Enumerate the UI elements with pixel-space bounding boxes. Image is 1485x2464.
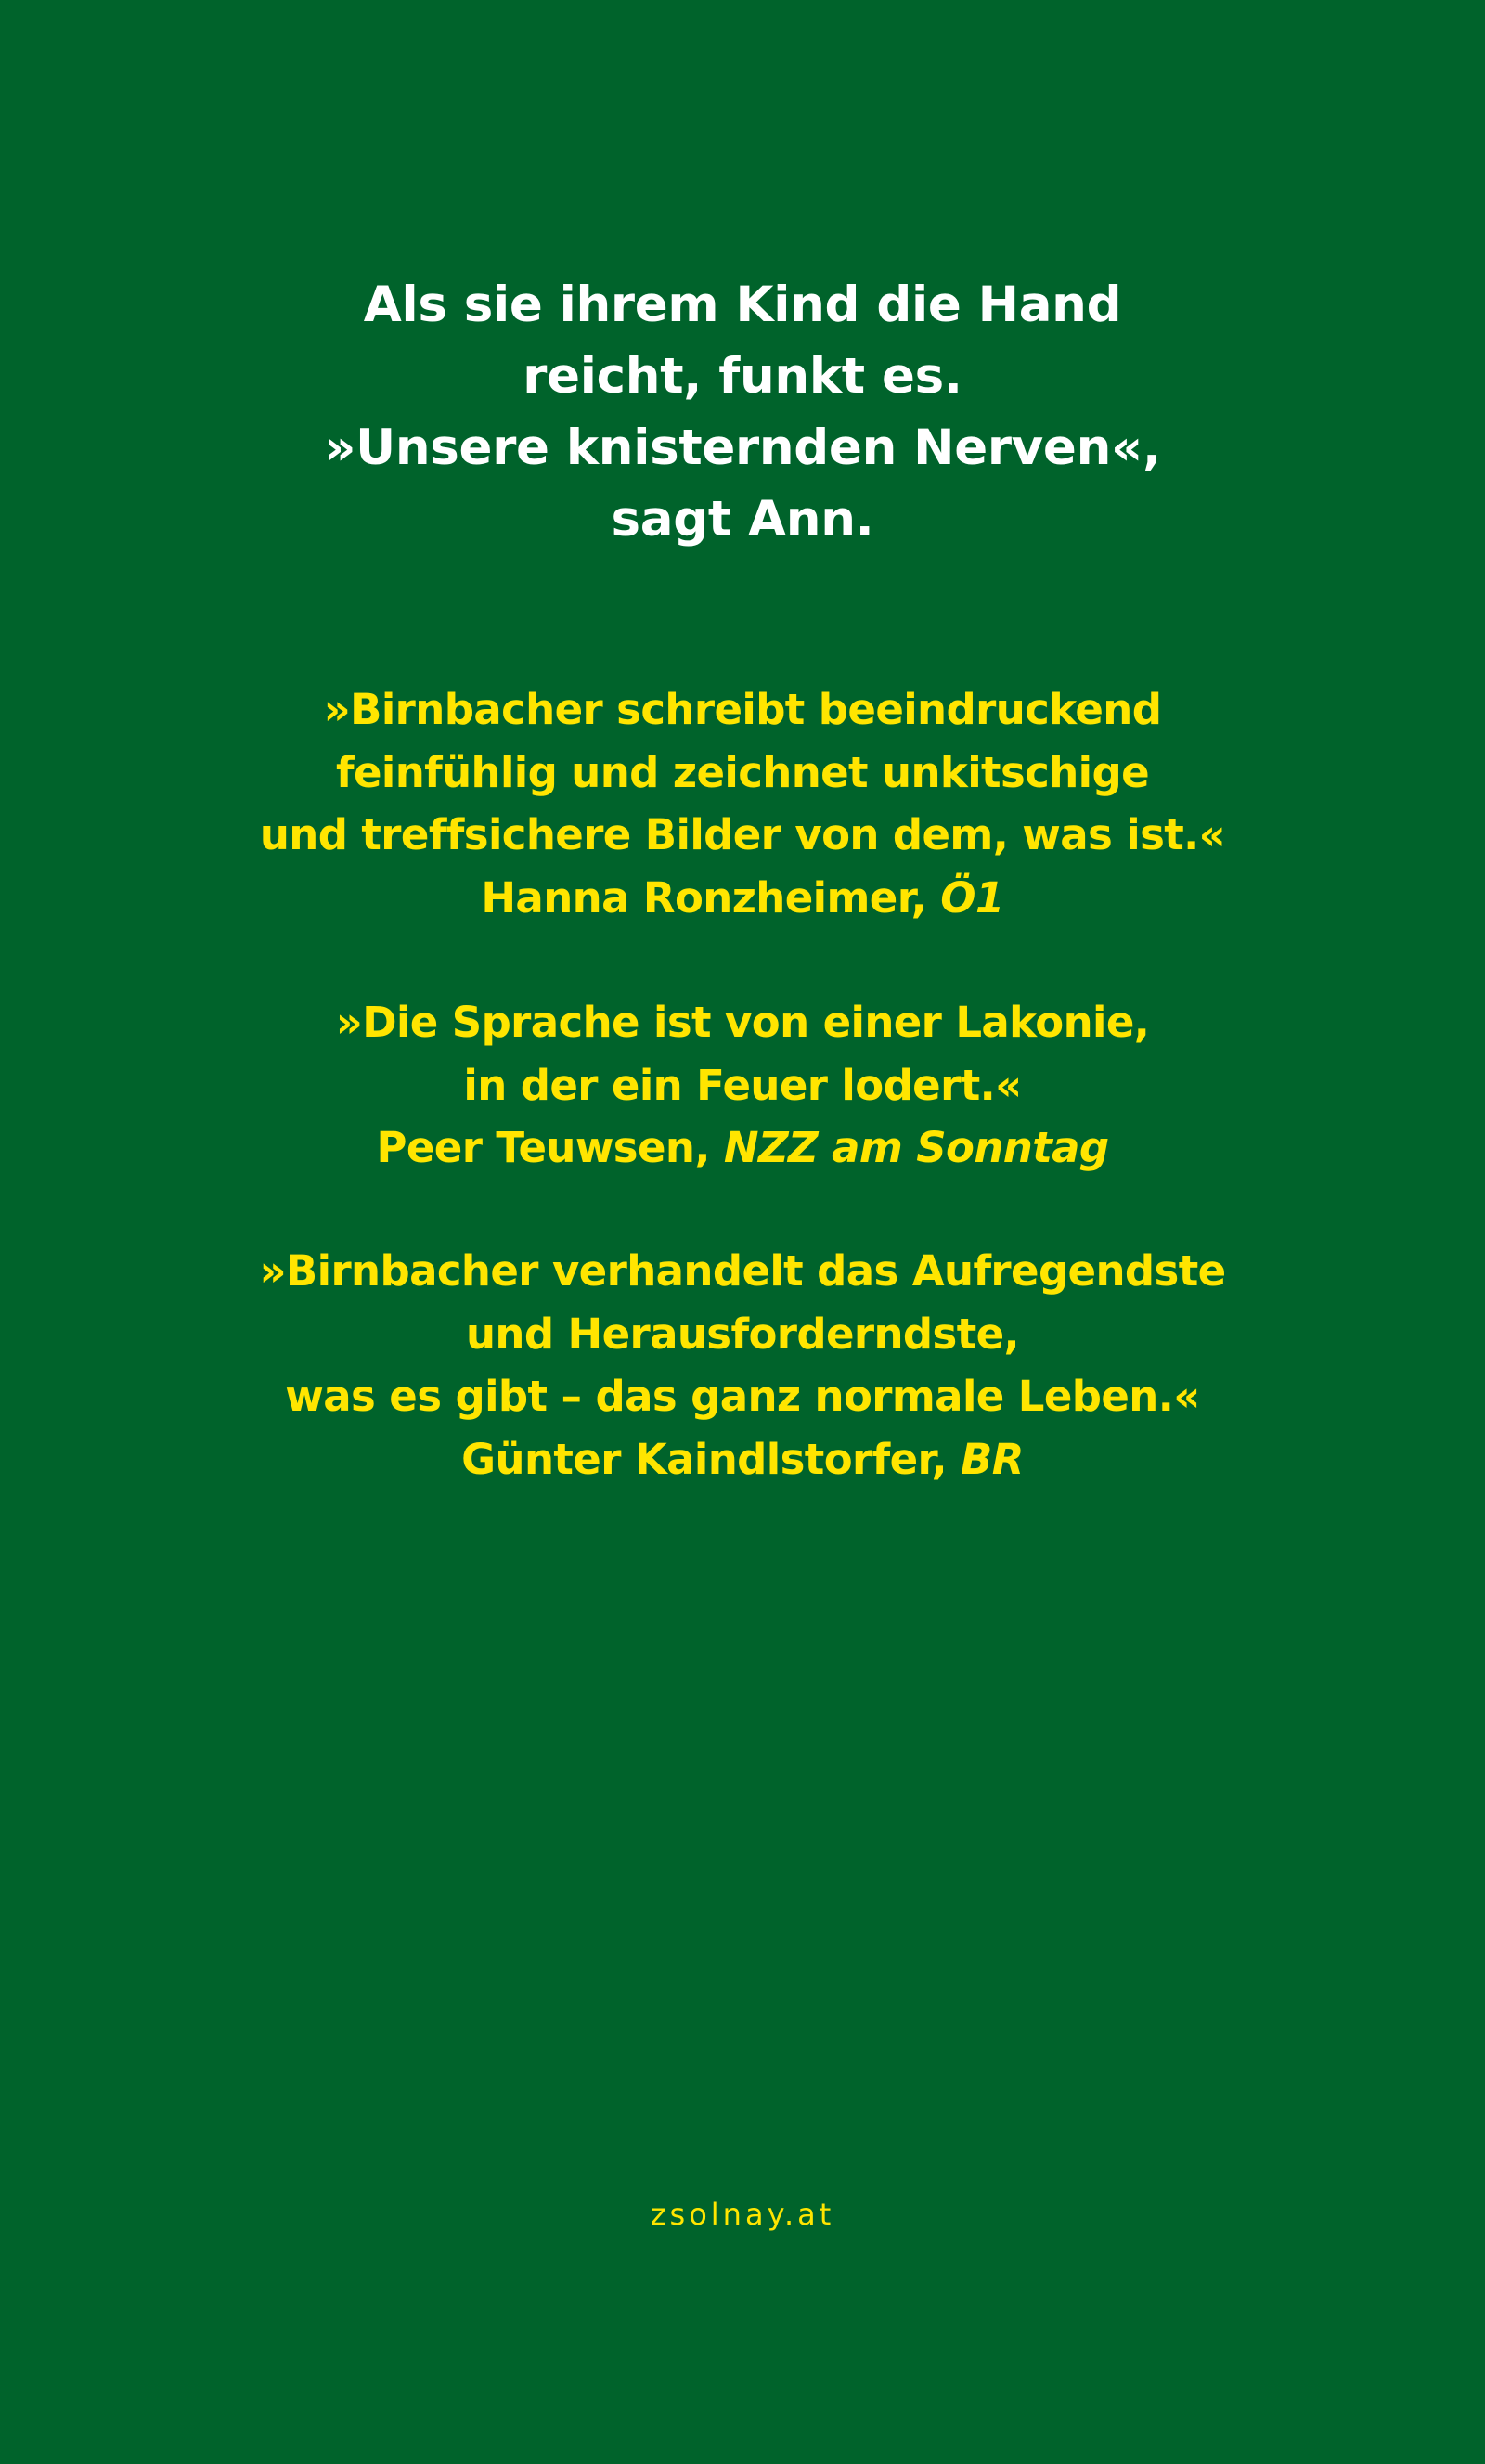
quote-line: »Die Sprache ist von einer Lakonie, bbox=[335, 998, 1150, 1047]
quote-line: in der ein Feuer lodert.« bbox=[463, 1060, 1022, 1110]
quote-source: Ö1 bbox=[940, 872, 1004, 922]
quote-line: und treffsichere Bilder von dem, was ist.« bbox=[259, 810, 1226, 859]
quote-attribution bbox=[0, 867, 1485, 930]
tagline-line: Als sie ihrem Kind die Hand bbox=[363, 277, 1122, 333]
quote-author: Günter Kaindlstorfer, bbox=[461, 1434, 962, 1484]
quote-author: Hanna Ronzheimer, bbox=[481, 872, 941, 922]
quote-line: feinfühlig und zeichnet unkitschige bbox=[335, 747, 1150, 797]
quote-line: »Birnbacher verhandelt das Aufregendste bbox=[259, 1246, 1226, 1296]
tagline bbox=[0, 269, 1485, 555]
review-quote-oe1 bbox=[0, 678, 1485, 929]
quote-source: NZZ am Sonntag bbox=[723, 1123, 1109, 1172]
tagline-line: reicht, funkt es. bbox=[523, 348, 962, 405]
review-quote-br bbox=[0, 1240, 1485, 1490]
review-quote-nzz bbox=[0, 991, 1485, 1180]
quote-line: was es gibt – das ganz normale Leben.« bbox=[285, 1372, 1200, 1421]
quote-attribution bbox=[0, 1116, 1485, 1180]
quote-attribution bbox=[0, 1428, 1485, 1491]
quote-source: BR bbox=[961, 1434, 1024, 1484]
tagline-line: sagt Ann. bbox=[611, 491, 874, 548]
tagline-line: »Unsere knisternden Nerven«, bbox=[324, 419, 1161, 476]
publisher-website: zsolnay.at bbox=[650, 2197, 835, 2232]
quote-author: Peer Teuwsen, bbox=[376, 1123, 724, 1172]
quote-line: »Birnbacher schreibt beeindruckend bbox=[323, 685, 1162, 734]
quote-line: und Herausforderndste, bbox=[465, 1309, 1020, 1359]
